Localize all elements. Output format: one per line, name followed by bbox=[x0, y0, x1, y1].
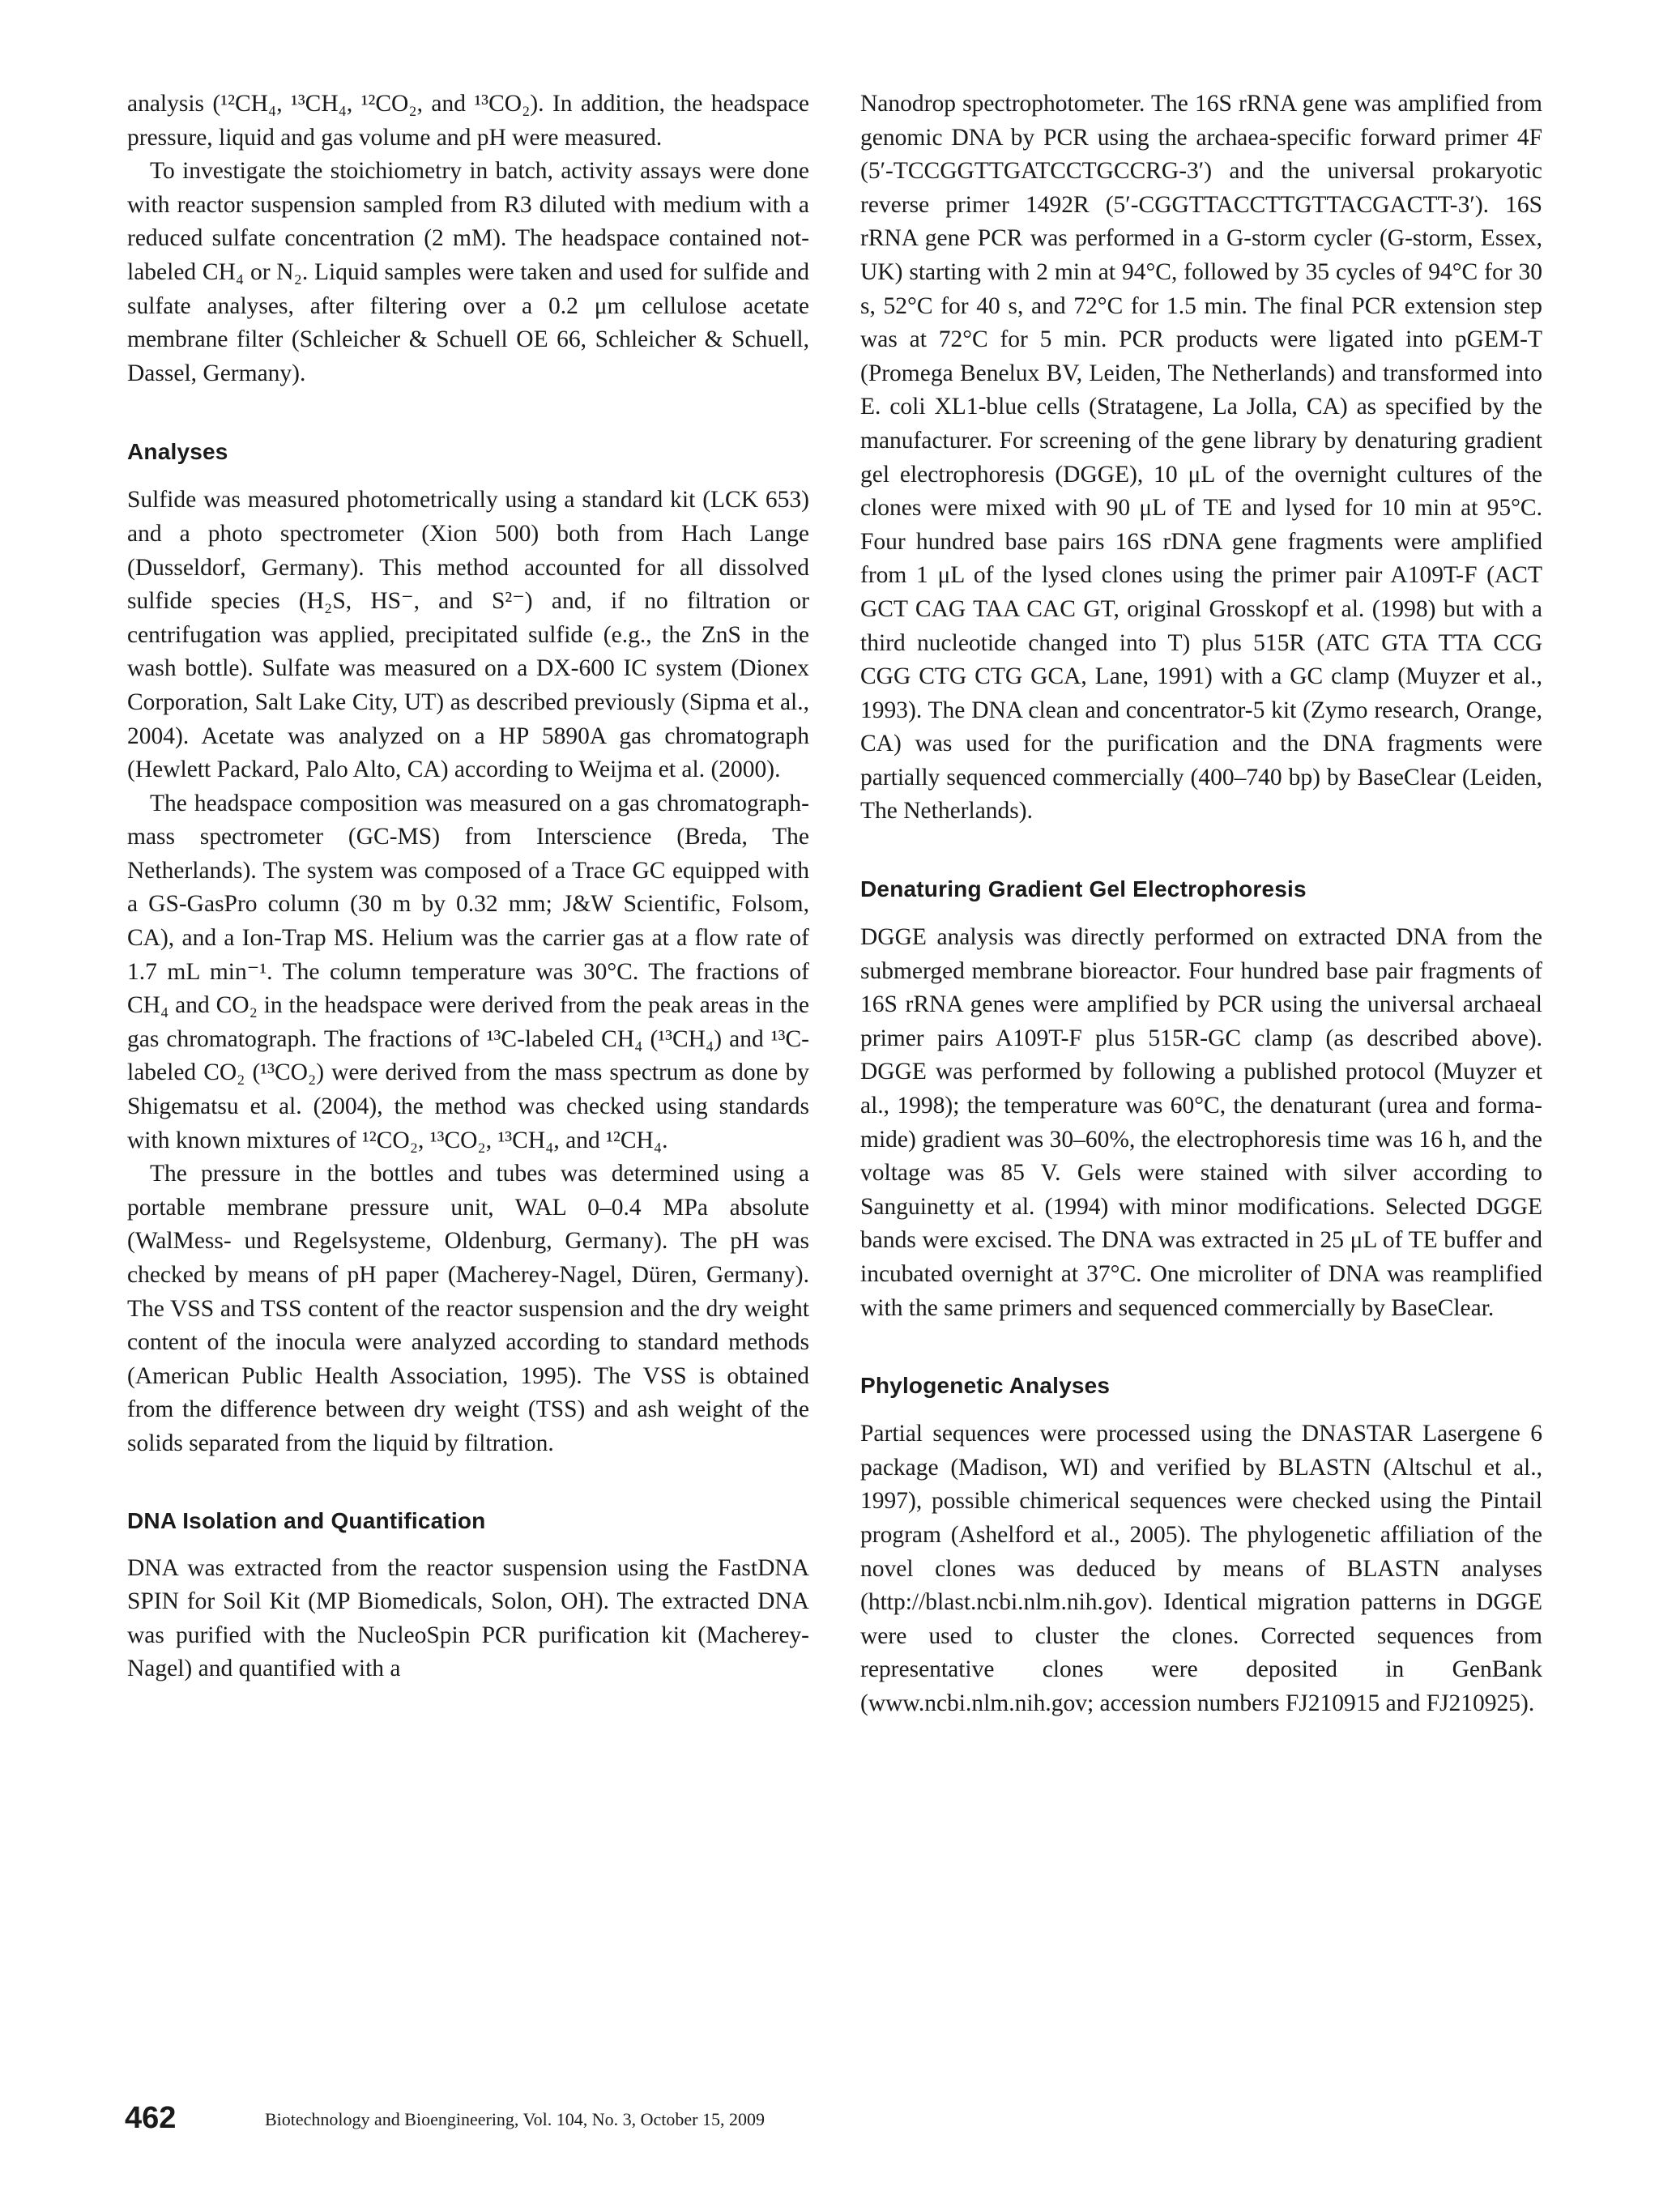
paragraph-stoichiometry: To investigate the stoichiometry in batch, activity assays were done with reactor suspension sampled from R3 diluted with medium with a reduced sulfate concentration (2 mM). The headspace contained not-labeled CH₄ or N₂. Liquid samples were taken and used for sulfide and sulfate analyses, after filtering over a 0.2 μm cellulose acetate membrane filter (Schleicher & Schuell OE 66, Schleicher & Schuell, Dassel, Germany). bbox=[127, 158, 809, 386]
heading-analyses: Analyses bbox=[127, 439, 228, 465]
paragraph-phylogenetic-analysis: Partial sequences were processed using the DNASTAR Lasergene 6 package (Madison, WI) and verified by BLASTN (Altschul et al., 1997), possible chimerical sequences were checked using the Pintail program (Ashelford et al., 2005). The phylogenetic affiliation of the novel clones was deduced by means of BLASTN analyses (http://blast.ncbi.nlm.nih.​gov). Identical migration patterns in DGGE were used to cluster the clones. Corrected sequences from representative clones were deposited in GenBank (www.ncbi.nlm.nih.gov; accession numbers FJ210915 and FJ210925). bbox=[860, 1421, 1542, 1716]
paragraph-isotope-analysis: analysis (¹²CH₄, ¹³CH₄, ¹²CO₂, and ¹³CO₂). In addition, the headspace pressure, liquid and gas volume and pH were measured. bbox=[127, 91, 809, 151]
paragraph-pressure-ph: The pressure in the bottles and tubes was determined using a portable membrane pressure unit, WAL 0–0.4 MPa absolute (WalMess- und Regelsysteme, Oldenburg, Germany). The pH was checked by means of pH paper (Macherey-Nagel, Düren, Germany). The VSS and TSS content of the reactor suspension and the dry weight content of the inocula were analyzed according to standard methods (American Public Health Association, 1995). The VSS is obtained from the difference between dry weight (TSS) and ash weight of the solids separated from the liquid by filtration. bbox=[127, 1161, 809, 1456]
page-number: 462 bbox=[125, 2101, 177, 2135]
paragraph-dgge-analysis: DGGE analysis was directly performed on extracted DNA from the submerged membrane bioreactor. Four hundred base pair fragments of 16S rRNA genes were amplified by PCR using the universal archaeal primer pairs A109T-F plus 515R-GC clamp (as described above). DGGE was performed by following a published protocol (Muyzer et al., 1998); the temperature was 60°C, the denaturant (urea and formamide) gradient was 30–60%, the electrophoresis time was 16 h, and the voltage was 85 V. Gels were stained with silver according to Sanguinetty et al. (1994) with minor modifications. Selected DGGE bands were excised. The DNA was extracted in 25 μL of TE buffer and incubated overnight at 37°C. One microliter of DNA was reamplified with the same primers and sequenced commercially by BaseClear. bbox=[860, 924, 1542, 1321]
heading-dna-isolation: DNA Isolation and Quantification bbox=[127, 1507, 486, 1533]
paragraph-headspace-composition: The headspace composition was measured on a gas chromatograph-mass spectrometer (GC-MS) from Interscience (Breda, The Netherlands). The system was composed of a Trace GC equipped with a GS-GasPro column (30 m by 0.32 mm; J&W Scientific, Folsom, CA), and a Ion-Trap MS. Helium was the carrier gas at a flow rate of 1.7 mL min⁻¹. The column temperature was 30°C. The fractions of CH₄ and CO₂ in the headspace were derived from the peak areas in the gas chromatograph. The fractions of ¹³C-labeled CH₄ (¹³CH₄) and ¹³C-labeled CO₂ (¹³CO₂) were derived from the mass spectrum as done by Shigematsu et al. (2004), the method was checked using standards with known mixtures of ¹²CO₂, ¹³CO₂, ¹³CH₄, and ¹²CH₄. bbox=[127, 790, 809, 1153]
paragraph-dna-extraction: DNA was extracted from the reactor suspension using the FastDNA SPIN for Soil Kit (MP Biomedicals, Solon, OH). The extracted DNA was purified with the NucleoSpin PCR purification kit (Macherey-Nagel) and quantified with a bbox=[127, 1554, 809, 1682]
paragraph-pcr-cloning: Nanodrop spectrophotometer. The 16S rRNA gene was amplified from genomic DNA by PCR using the archaea-specific forward primer 4F (5′-TCCGGTTGATCCTGCCRG-3′) and the universal prokaryotic reverse primer 1492R (5′-CGGTTACCTTGTTACGACTT-3′). 16S rRNA gene PCR was performed in a G-storm cycler (G-storm, Essex, UK) starting with 2 min at 94°C, followed by 35 cycles of 94°C for 30 s, 52°C for 40 s, and 72°C for 1.5 min. The final PCR extension step was at 72°C for 5 min. PCR products were ligated into pGEM-T (Promega Benelux BV, Leiden, The Netherlands) and transformed into E. coli XL1-blue cells (Stratagene, La Jolla, CA) as specified by the manufacturer. For screening of the gene library by denaturing gradient gel electrophoresis (DGGE), 10 μL of the overnight cultures of the clones were mixed with 90 μL of TE and lysed for 10 min at 95°C. Four hundred base pairs 16S rDNA gene fragments were amplified from 1 μL of the lysed clones using the primer pair A109T-F (ACT GCT CAG TAA CAC GT, original Grosskopf et al. (1998) but with a third nucleotide changed into T) plus 515R (ATC GTA TTA CCG CGG CTG CTG GCA, Lane, 1991) with a GC clamp (Muyzer et al., 1993). The DNA clean and concentrator-5 kit (Zymo research, Orange, CA) was used for the purification and the DNA fragments were partially sequenced commercially (400–740 bp) by BaseClear (Leiden, The Netherlands). bbox=[860, 91, 1542, 825]
journal-citation: Biotechnology and Bioengineering, Vol. 104, No. 3, October 15, 2009 bbox=[265, 2109, 765, 2129]
heading-dgge: Denaturing Gradient Gel Electrophoresis bbox=[860, 876, 1307, 902]
heading-phylogenetic: Phylogenetic Analyses bbox=[860, 1373, 1111, 1399]
paragraph-sulfide-measurement: Sulfide was measured photometrically using a standard kit (LCK 653) and a photo spectrometer (Xion 500) both from Hach Lange (Dusseldorf, Germany). This method accounted for all dissolved sulfide species (H₂S, HS⁻, and S²⁻) and, if no filtration or centrifugation was applied, precipitated sulfide (e.g., the ZnS in the wash bottle). Sulfate was measured on a DX-600 IC system (Dionex Corporation, Salt Lake City, UT) as described previously (Sipma et al., 2004). Acetate was analyzed on a HP 5890A gas chromatograph (Hewlett Packard, Palo Alto, CA) according to Weijma et al. (2000). bbox=[127, 487, 809, 783]
left-column bbox=[127, 87, 809, 1686]
right-column bbox=[860, 87, 1542, 1721]
